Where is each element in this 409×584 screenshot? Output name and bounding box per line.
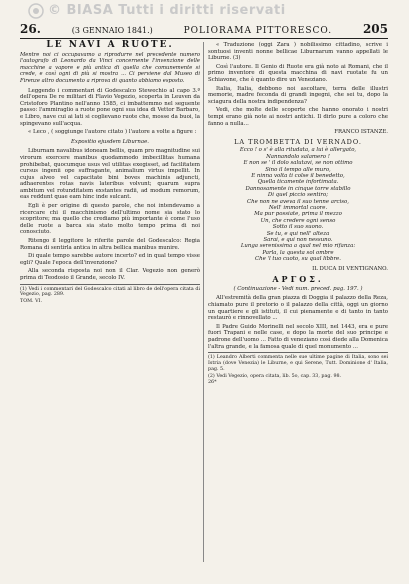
footnotes bbox=[20, 284, 200, 305]
paragraph: Leggendo i commentari di Godescalco Stewechio al capo 3.º dell'opera De re militari di Flavio Vegezio, scoperta in Leuven da Cristoforo Plantino nell'anno 1585, ci imbattemmo nel seguente passo: l'ammiraglio a ruote pone ogni sua idea di Vettor Barbaro, e Libro, nave cui ai lati si coglievano ruote che, mosse da buoi, la spingevano sull'acqua. bbox=[20, 87, 200, 127]
paragraph: Il Padre Guido Morinelli nel secolo XIII, nel 1443, era e pure fuori Trapani e nelle case, e dopo la morte del suo principe e padrone dell'uomo ... Fatto di veneziano così diede alla Domenica l'altra grande, e la famosa quale di quel monumento ... bbox=[208, 323, 388, 350]
header-date: (3 GENNAIO 1841.) bbox=[71, 26, 153, 35]
section-subtitle: ( Continuazione - Vedi num. preced. pag. 197. ) bbox=[233, 285, 363, 292]
page-number: 26. bbox=[20, 22, 41, 36]
left-column bbox=[20, 42, 200, 306]
verse-line: Dannosamente in cinque torre stabillo bbox=[245, 185, 351, 192]
watermark: © BIASA Tutti i diritti riservati bbox=[48, 3, 286, 18]
signature-mark: 26* bbox=[208, 380, 217, 386]
paragraph: Di quale tempo sarebbe autore incerto? ed in qual tempo visse egli? Quale l'epoca dell'invenzione? bbox=[20, 253, 200, 266]
verse-line: Se tu, e qui nell' alteza bbox=[266, 230, 330, 237]
verse-line: Lunga serenissima a qual nel mio rifanza: bbox=[240, 243, 356, 250]
signature: FRANCO ISTANZE. bbox=[334, 129, 388, 136]
latin-subtitle: Expositio ejusdem Liburnae. bbox=[71, 138, 149, 145]
page-header bbox=[20, 22, 388, 39]
paragraph: « Leco , ( soggiunge l'autore citato ) l'autore a volte a figure : bbox=[28, 129, 197, 136]
verse-line: Ma pur possiate, prima il mezzo bbox=[254, 211, 342, 218]
right-column bbox=[208, 42, 388, 387]
footnote: (2) Vedi Vegezio, opera citata, lib. 5o, cap. 33, pag. 98. bbox=[208, 373, 342, 379]
article-title: LE NAVI A RUOTE. bbox=[46, 40, 174, 50]
poem bbox=[208, 147, 388, 262]
volume-mark: TOM. VI. bbox=[20, 299, 42, 305]
footnotes bbox=[208, 352, 388, 386]
verse-line: Sotto il suo suono. bbox=[272, 224, 324, 231]
verse-line: E ninna volta ti colse il benedetto, bbox=[251, 172, 345, 179]
verse-line: Parla, la questa sol ombre bbox=[262, 249, 334, 256]
paragraph: All'estremità della gran piazza di Doggia il palazzo della Reza, chiamato pure il pretorio o il palazzo della città, oggi un giorno un quartiere e gli istituti, il cui pienamente e di tanto in tanto restaurò e rinnovellato ... bbox=[208, 295, 388, 322]
paragraph: Così l'autore. Il Genio di Ruote era già noto ai Romani, che il primo inventore di questa macchina di navi ruotate fu un Schiavone, che è quanto dire un Veneziano. bbox=[208, 63, 388, 83]
verse-line: Sarai, e qui non nessuno. bbox=[263, 237, 333, 243]
poem-title: LA TROMBETTA DI VERNADO. bbox=[234, 137, 362, 146]
folio-number: 205 bbox=[362, 22, 388, 36]
verse-line: Ecco ! o s' è alla ritudata, a lui è allergato, bbox=[239, 147, 357, 154]
verse-line: Nannandolo salamero ! bbox=[266, 153, 330, 160]
paragraph: Egli è per origine di questo parole, che noi intendevamo a ricercare chi il macchinismo dell'ultimo nome sia stato lo scopritore; ma quello che crediamo più importante è come l'uso delle ruote a barca sia stato molto tempo prima di noi conosciuto. bbox=[20, 203, 200, 236]
article-intro: Mentre noi ci occupavamo a riprodurre nel precedente numero l'autografo di Leonardo da Vinci concernente l'invenzione delle macchine a vapore e più antica di quella che comunemente si crede, e così ogni di più si mostra ... Ci perviene dal Museo di Firenze altro documento a riprova di quanto abbiamo esposto. bbox=[20, 51, 200, 84]
footnote: (1) Leandro Alberti commenta nelle sue ultime pagine di Italia, sono sei Istria (dove Venezia) le Liburne, e qui Serene, Tutt. Dominione d' Italia, pag. 5. bbox=[208, 355, 388, 372]
paragraph: « Traduzione (oggi Zara ) nobilissimo cittadino, scrive i sontuosi inventi nonne bellicae Liburnarum vanno appellati le Liburne. (3) bbox=[208, 42, 388, 62]
journal-title: POLIORAMA PITTORESCO. bbox=[183, 26, 333, 36]
verse-line: Che non ne aveva il suo tenne arciso, bbox=[246, 198, 350, 205]
verse-line: Che 'l tuo cuoto, su qual libbre. bbox=[255, 256, 341, 263]
verse-line: Quella ticamente infortimata. bbox=[257, 179, 339, 186]
biasa-logo-icon bbox=[28, 3, 44, 19]
column-divider bbox=[203, 42, 204, 562]
verse-line: Nell' immortal cuore. bbox=[268, 204, 328, 211]
section-title: ΑΡΓΟΣ. bbox=[272, 274, 324, 285]
verse-line: E non se ' il dolo salutavi, se non ottimo bbox=[243, 160, 353, 167]
footnote: (1) Vedi i commentari del Godescalco citati al libro de dell'opera citata di Vegezio, pag. 289. bbox=[20, 286, 200, 298]
paragraph: Liburnam navalibus idoneam bellis, quam pro magnitudine sui virorum exercere manibus quodammodo imbecillitas humana prohibebat, quocumque usus vel utilitas exegisset, ad facilitatem cursus ingenii ope suffragante, animalium virtus impellit. In cujus alveo vel capacitate bini boves machinis adjuncti, adhaerentes rotas navis lateribus volvunt; quarum supra ambitum vel rotunditatem exstantes radii, ad modum remorum, eas reddunt quae eam hinc inde sulcant. bbox=[20, 148, 200, 201]
paragraph: Alla seconda risposta noi non il Clar. Vegezio non generò prima di Teodosio il Grande, secolo IV. bbox=[20, 268, 200, 281]
paragraph: Ritengo il leggitore le riferite parole del Godescalco: Regia Romana di sentirla antica in altra bellica manibus munire. bbox=[20, 238, 200, 251]
poem-signature: IL DUCA DI VENTIGNANO. bbox=[312, 265, 388, 272]
paragraph: Italia, Italia, debbono noi ascoltare, terra delle illustri memorie, madre feconda di grandi ingegni, che sei tu, dopo la sciagura della nostra indipendenza? bbox=[208, 85, 388, 105]
verse-line: Sino il tempo alle muro, bbox=[265, 166, 331, 173]
verse-line: Un, che credere ogni senso bbox=[260, 217, 336, 224]
paragraph: Vedi, che molte delle scoperte che hanno onorato i nostri tempi erano già note ai nostri antichi. Il dirlo pure a coloro che fanno a nulla... bbox=[208, 107, 388, 127]
verse-line: Di quel piccio sentiro; bbox=[267, 192, 329, 199]
